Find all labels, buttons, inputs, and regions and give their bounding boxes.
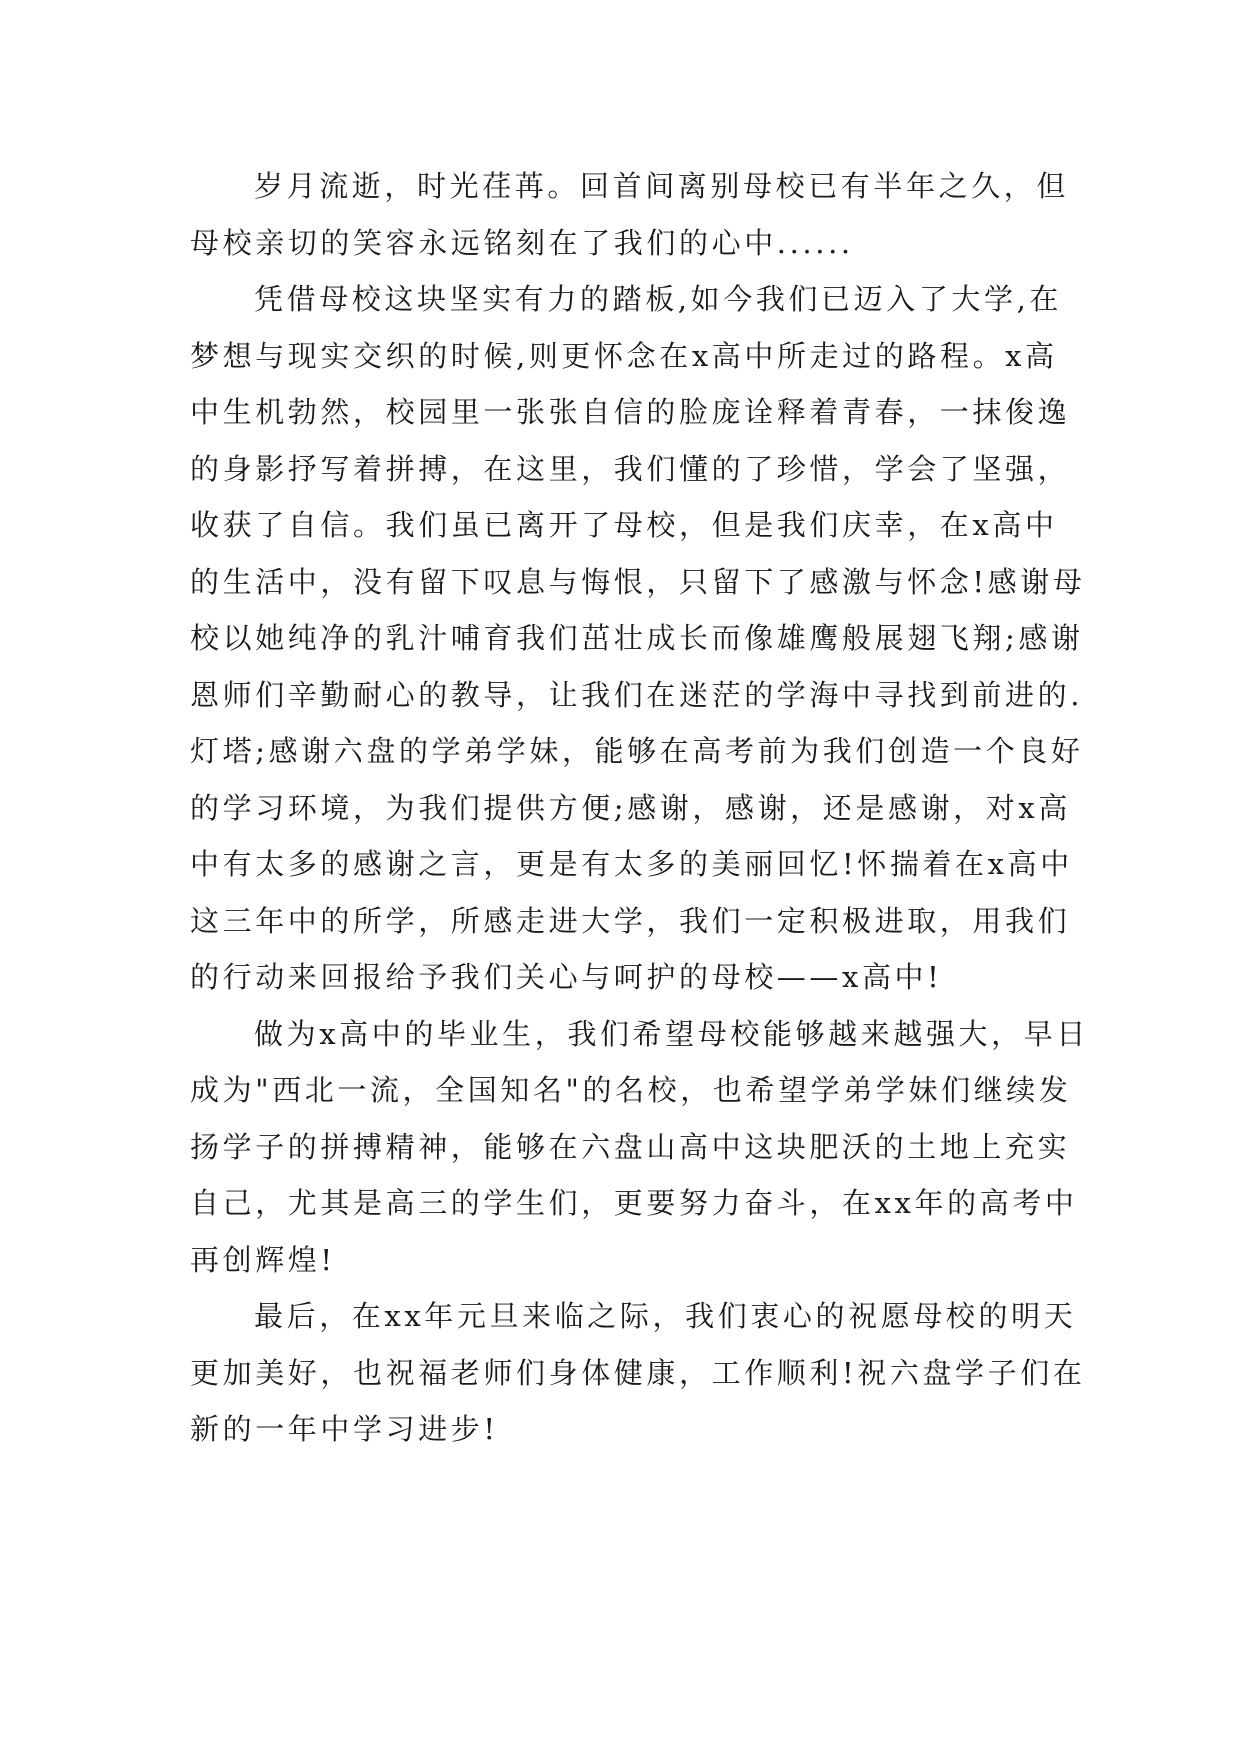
paragraph-gratitude: 凭借母校这块坚实有力的踏板,如今我们已迈入了大学,在梦想与现实交织的时候,则更怀念在x高中所走过的路程。x高中生机勃然，校园里一张张自信的脸庞诠释着青春，一抹俊逸的身影抒写着拼搏，在这里，我们懂的了珍惜，学会了坚强，收获了自信。我们虽已离开了母校，但是我们庆幸，在x高中的生活中，没有留下叹息与悔恨，只留下了感激与怀念!感谢母校以她纯净的乳汁哺育我们茁壮成长而像雄鹰般展翅飞翔;感谢恩师们辛勤耐心的教导，让我们在迷茫的学海中寻找到前进的.灯塔;感谢六盘的学弟学妹，能够在高考前为我们创造一个良好的学习环境，为我们提供方便;感谢，感谢，还是感谢，对x高中有太多的感谢之言，更是有太多的美丽回忆!怀揣着在x高中这三年中的所学，所感走进大学，我们一定积极进取，用我们的行动来回报给予我们关心与呵护的母校——x高中! — [190, 282, 1086, 994]
paragraph-intro: 岁月流逝，时光荏苒。回首间离别母校已有半年之久，但母校亲切的笑容永远铭刻在了我们的心中...... — [190, 169, 1070, 260]
paragraph-wishes: 做为x高中的毕业生，我们希望母校能够越来越强大，早日成为"西北一流，全国知名"的名校，也希望学弟学妹们继续发扬学子的拼搏精神，能够在六盘山高中这块肥沃的土地上充实自己，尤其是高三的学生们，更要努力奋斗，在xx年的高考中再创辉煌! — [190, 1016, 1089, 1277]
paragraph-closing: 最后，在xx年元旦来临之际，我们衷心的祝愿母校的明天更加美好，也祝福老师们身体健康，工作顺利!祝六盘学子们在新的一年中学习进步! — [190, 1299, 1086, 1446]
document-body — [190, 158, 1090, 1458]
